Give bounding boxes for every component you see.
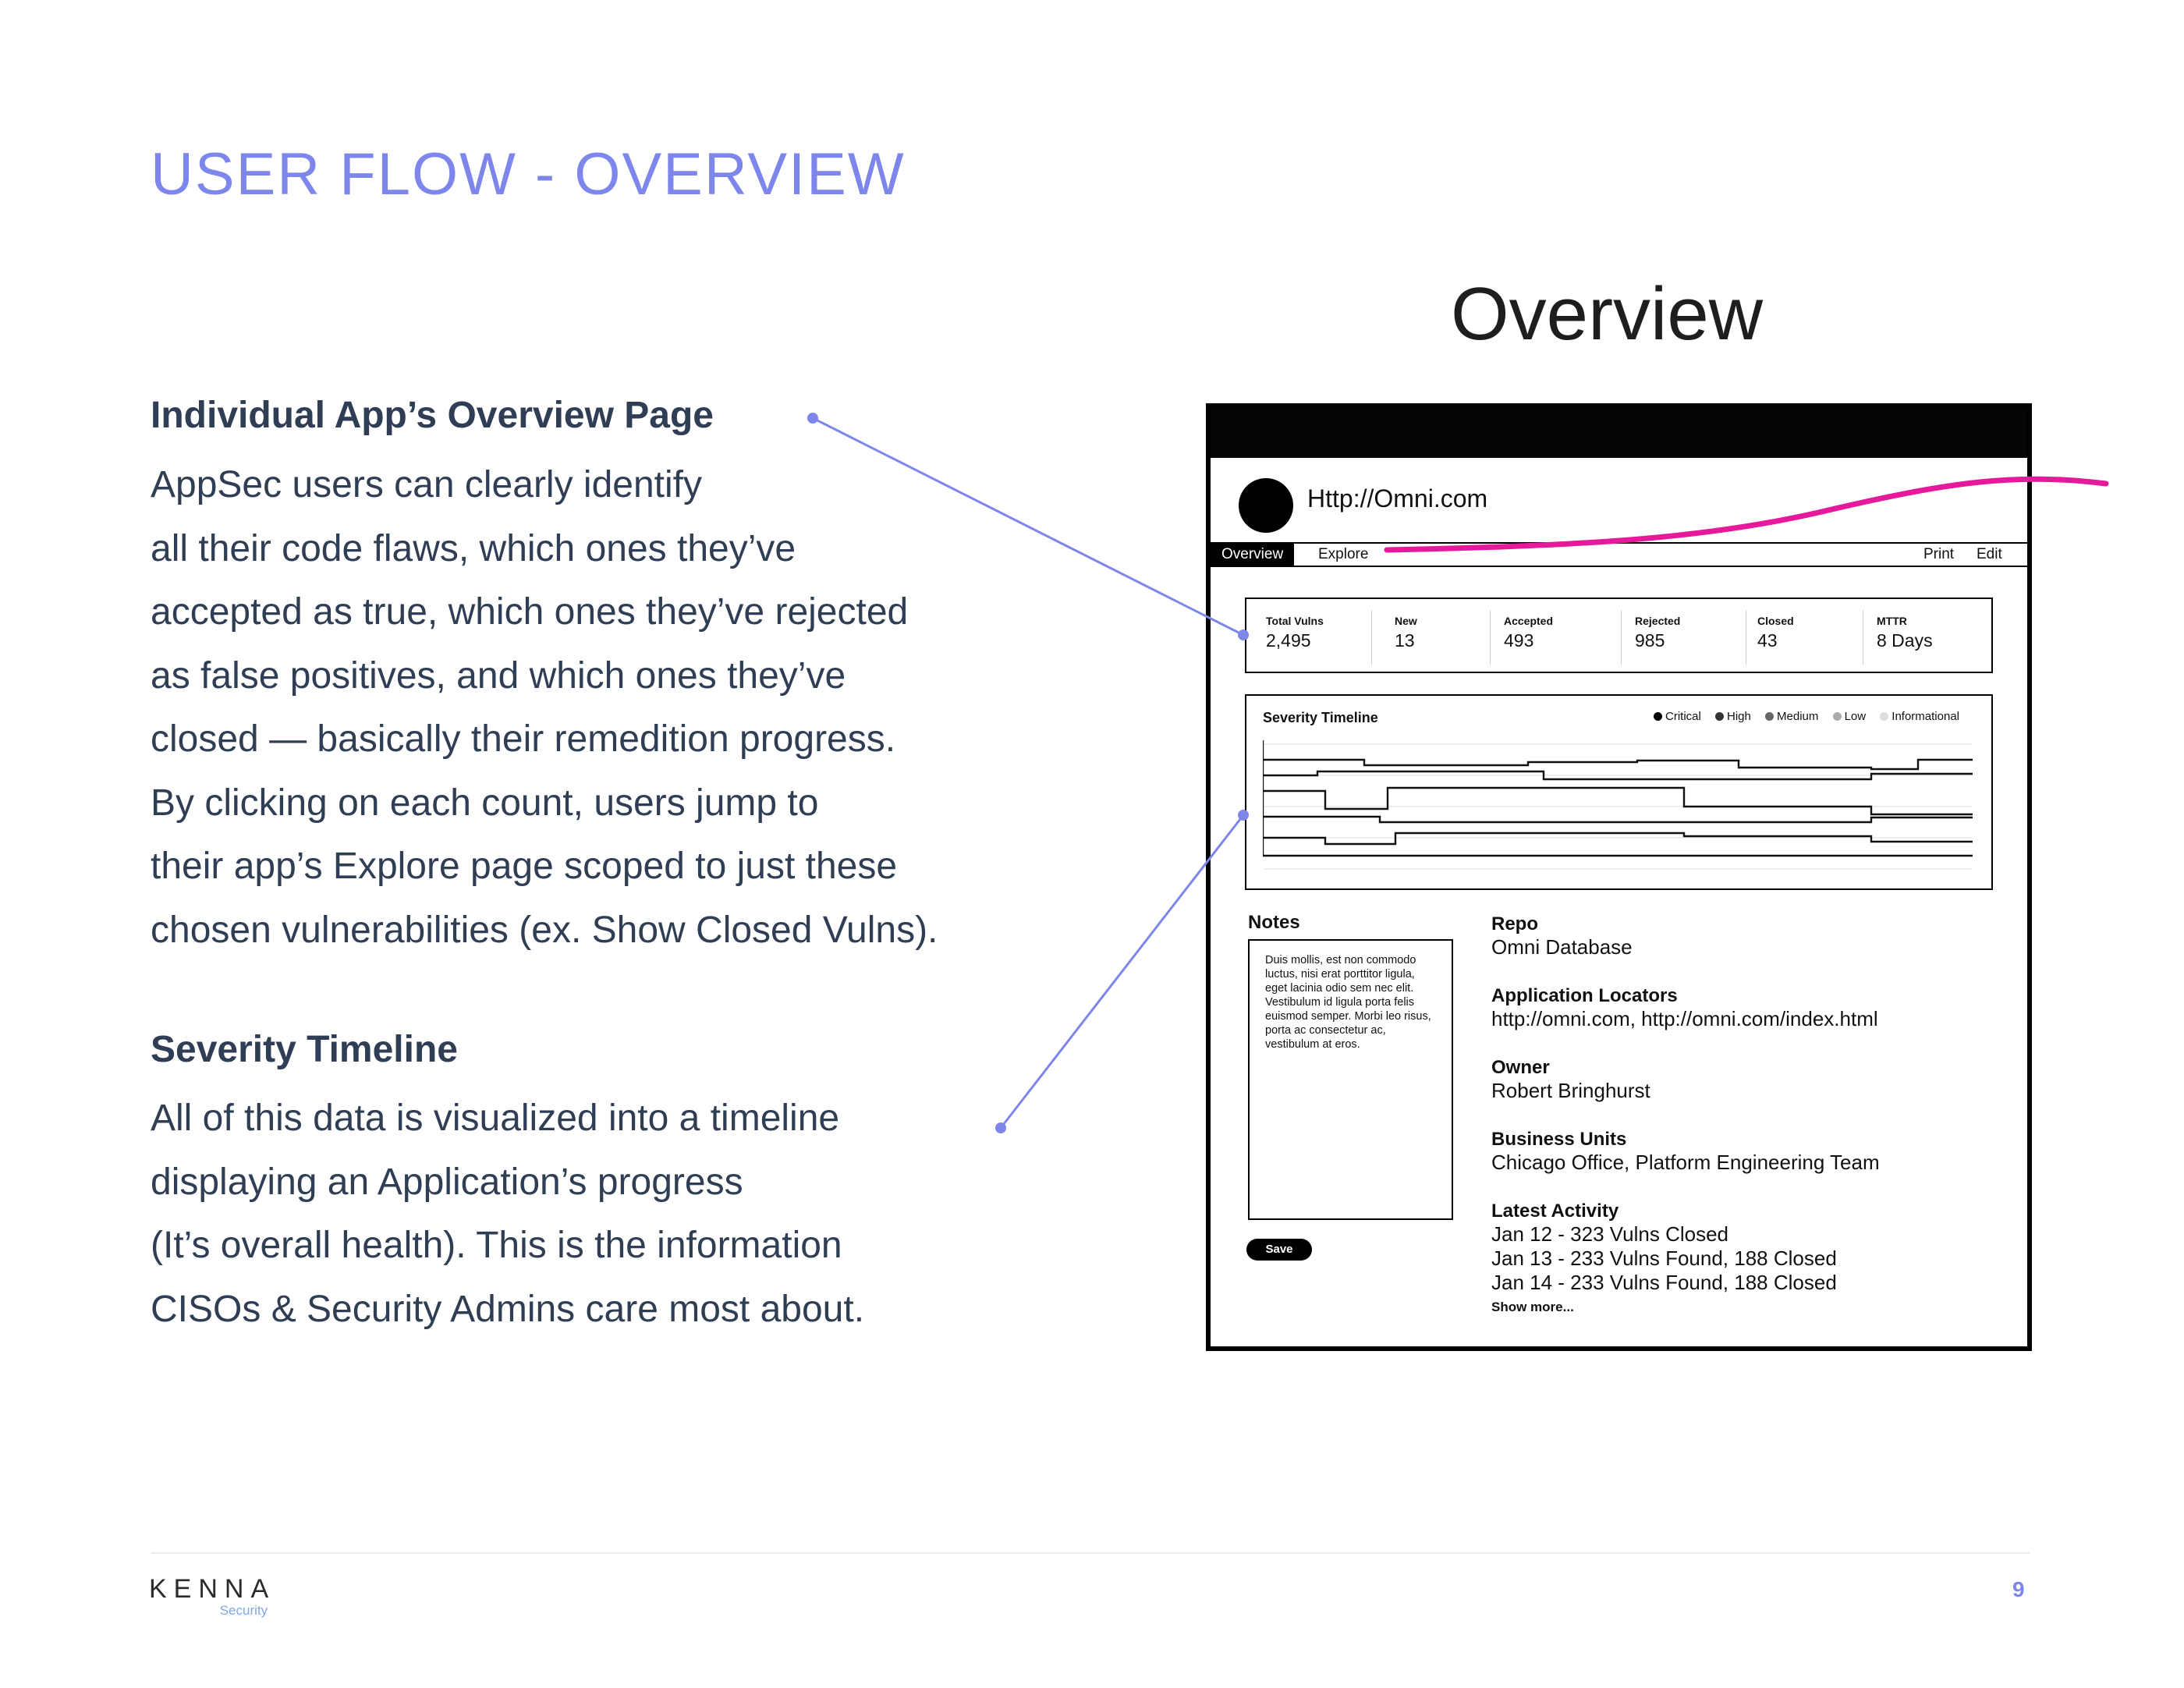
business-units-value: Chicago Office, Platform Engineering Team — [1491, 1151, 1880, 1174]
legend-dot-icon — [1880, 712, 1888, 721]
legend-label: Low — [1844, 710, 1867, 723]
body-line: By clicking on each count, users jump to — [151, 782, 819, 824]
section-heading-overview-page: Individual App’s Overview Page — [151, 395, 714, 436]
app-avatar — [1239, 478, 1293, 533]
stat-label: Closed — [1757, 615, 1794, 627]
body-line: accepted as true, which ones they’ve rejected — [151, 591, 909, 633]
body-line: CISOs & Security Admins care most about. — [151, 1288, 865, 1330]
locators-value[interactable]: http://omni.com, http://omni.com/index.html — [1491, 1007, 1878, 1030]
page-number: 9 — [2012, 1577, 2025, 1601]
repo-label: Repo — [1491, 913, 1538, 934]
owner-field — [1491, 1057, 1650, 1103]
stat-new[interactable] — [1395, 615, 1417, 651]
activity-item: Jan 14 - 233 Vulns Found, 188 Closed — [1491, 1271, 1837, 1294]
locators-label: Application Locators — [1491, 985, 1678, 1006]
footer-divider — [151, 1552, 2030, 1554]
business-units-field — [1491, 1129, 1880, 1175]
stat-mttr[interactable] — [1877, 615, 1933, 651]
stat-divider — [1621, 610, 1622, 665]
stat-value: 43 — [1757, 630, 1778, 651]
stat-value: 8 Days — [1877, 630, 1933, 651]
tab-overview[interactable]: Overview — [1211, 544, 1294, 566]
legend-item-low[interactable] — [1833, 710, 1867, 723]
logo-subtext: Security — [219, 1603, 268, 1618]
stat-total-vulns[interactable] — [1266, 615, 1324, 651]
latest-activity-label: Latest Activity — [1491, 1200, 1619, 1222]
print-button[interactable]: Print — [1923, 546, 1955, 562]
timeline-baseline — [1263, 740, 1973, 856]
tab-explore[interactable]: Explore — [1318, 546, 1369, 562]
owner-value: Robert Bringhurst — [1491, 1079, 1650, 1102]
slide-title: USER FLOW - OVERVIEW — [151, 141, 906, 207]
edit-button[interactable]: Edit — [1977, 546, 2002, 562]
stat-value: 2,495 — [1266, 630, 1311, 651]
legend-dot-icon — [1654, 712, 1662, 721]
stat-label: MTTR — [1877, 615, 1907, 627]
stat-rejected[interactable] — [1635, 615, 1680, 651]
overview-page-mockup — [1206, 403, 2032, 1351]
business-units-label: Business Units — [1491, 1129, 1627, 1150]
stat-label: New — [1395, 615, 1417, 627]
stat-value: 985 — [1635, 630, 1665, 651]
stat-accepted[interactable] — [1504, 615, 1553, 651]
latest-activity-field — [1491, 1200, 1837, 1315]
connector-dot-icon — [995, 1122, 1006, 1133]
stat-label: Accepted — [1504, 615, 1554, 627]
stat-value: 13 — [1395, 630, 1415, 651]
mockup-top-bar — [1211, 408, 2027, 458]
stat-divider — [1371, 610, 1372, 665]
tab-bar — [1211, 542, 2027, 567]
body-line: chosen vulnerabilities (ex. Show Closed Vulns). — [151, 909, 938, 951]
body-line: as false positives, and which ones they’ve — [151, 654, 846, 697]
repo-field — [1491, 913, 1633, 959]
notes-textarea[interactable]: Duis mollis, est non commodo luctus, nisi erat porttitor ligula, eget lacinia odio sem nec elit. Vestibulum id ligula porta felis euismod semper. Morbi leo risus, porta ac consectetur ac, vestibulum at eros. — [1248, 939, 1453, 1220]
body-line: closed — basically their remedition progress. — [151, 718, 896, 760]
legend-item-critical[interactable] — [1654, 710, 1701, 723]
body-line: All of this data is visualized into a timeline — [151, 1098, 840, 1139]
body-line: their app’s Explore page scoped to just these — [151, 846, 898, 887]
legend-label: High — [1727, 710, 1751, 723]
legend-dot-icon — [1833, 712, 1842, 721]
owner-label: Owner — [1491, 1057, 1550, 1078]
stat-value: 493 — [1504, 630, 1534, 651]
legend-item-medium[interactable] — [1765, 710, 1818, 723]
timeline-line-medium — [1263, 788, 1973, 814]
stat-label: Rejected — [1635, 615, 1681, 627]
stat-label: Total Vulns — [1266, 615, 1324, 627]
timeline-title: Severity Timeline — [1263, 710, 1378, 725]
section-body-severity-timeline — [151, 1087, 864, 1341]
timeline-line-low — [1263, 817, 1973, 822]
timeline-line-critical — [1263, 760, 1973, 769]
body-line: all their code flaws, which ones they’ve — [151, 527, 796, 569]
logo-wordmark: KENNA — [149, 1574, 276, 1604]
stats-panel — [1245, 598, 1993, 673]
kenna-logo — [149, 1574, 275, 1619]
repo-value: Omni Database — [1491, 935, 1633, 959]
notes-label: Notes — [1248, 912, 1300, 933]
legend-item-high[interactable] — [1715, 710, 1751, 723]
timeline-line-informational — [1263, 833, 1973, 844]
legend-label: Informational — [1892, 710, 1959, 723]
application-locators-field — [1491, 985, 1878, 1031]
app-url[interactable]: Http://Omni.com — [1307, 484, 1488, 512]
show-more-link[interactable]: Show more... — [1491, 1300, 1574, 1314]
body-line: displaying an Application’s progress — [151, 1161, 743, 1203]
legend-item-informational[interactable] — [1880, 710, 1959, 723]
activity-item: Jan 12 - 323 Vulns Closed — [1491, 1222, 1729, 1246]
section-heading-severity-timeline: Severity Timeline — [151, 1029, 458, 1070]
section-body-overview-page — [151, 453, 938, 962]
stat-divider — [1490, 610, 1491, 665]
legend-label: Critical — [1665, 710, 1701, 723]
body-line: AppSec users can clearly identify — [151, 464, 703, 505]
body-line: (It’s overall health). This is the information — [151, 1225, 842, 1266]
activity-item: Jan 13 - 233 Vulns Found, 188 Closed — [1491, 1246, 1837, 1270]
legend-dot-icon — [1715, 712, 1724, 721]
legend-dot-icon — [1765, 712, 1774, 721]
mockup-heading: Overview — [1451, 272, 1764, 356]
connector-dot-icon — [807, 413, 818, 424]
stat-closed[interactable] — [1757, 615, 1794, 651]
legend-label: Medium — [1777, 710, 1819, 723]
timeline-graph — [1263, 736, 1973, 877]
timeline-legend — [1643, 710, 1959, 723]
save-button[interactable]: Save — [1246, 1239, 1312, 1261]
severity-timeline-panel — [1245, 694, 1993, 890]
